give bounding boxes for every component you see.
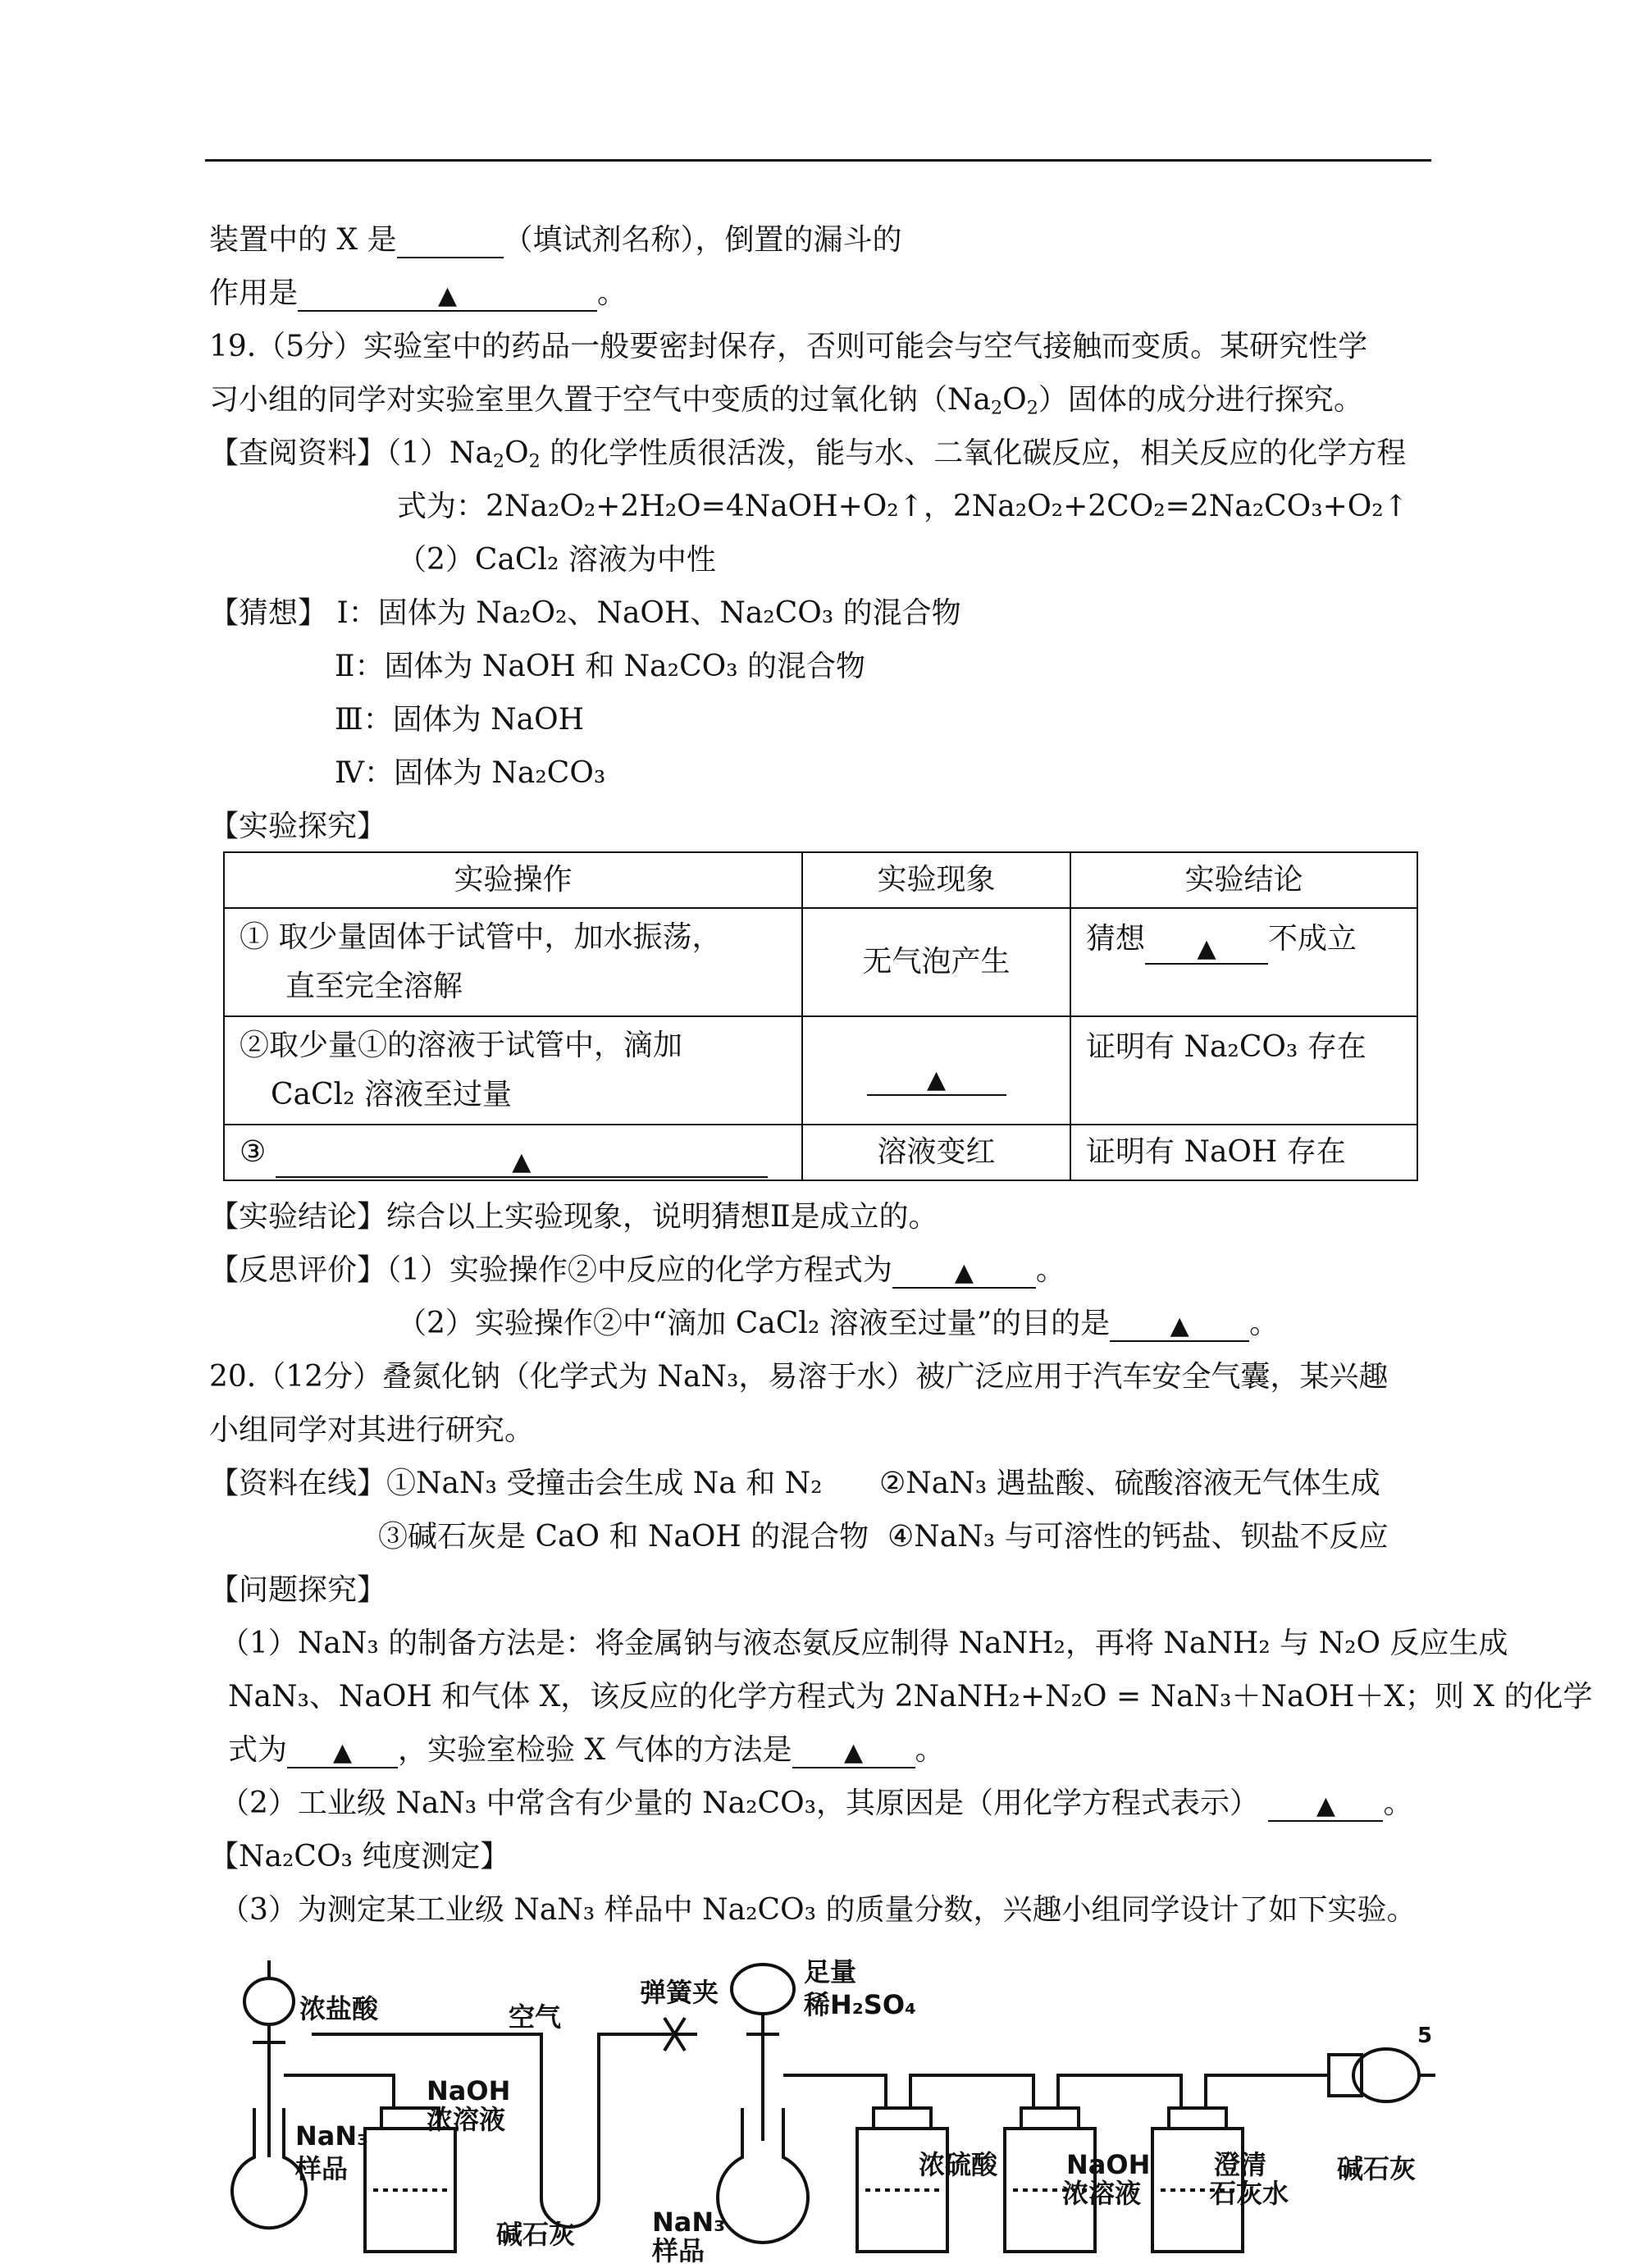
label-conc-h2so4: 浓硫酸 <box>919 2149 998 2180</box>
label-spring-clip: 弹簧夹 <box>640 1977 719 2008</box>
experiment-table <box>223 851 1418 1181</box>
text: （填试剂名称），倒置的漏斗的 <box>503 223 902 257</box>
p3-line: （3）为测定某工业级 NaN₃ 样品中 Na₂CO₃ 的质量分数，兴趣小组同学设计了如下实验。 <box>220 1893 1417 1927</box>
column-header: 实验现象 <box>802 852 1070 908</box>
text: ②取少量①的溶液于试管中，滴加 <box>240 1029 683 1062</box>
table-cell <box>224 908 802 1016</box>
section-label: 【问题探究】 <box>209 1573 387 1607</box>
conclusion-line: 【实验结论】综合以上实验现象，说明猜想Ⅱ是成立的。 <box>209 1200 938 1234</box>
apparatus-diagram <box>205 1952 1435 2268</box>
label-naoh: NaOH <box>1066 2149 1151 2180</box>
label-nan3: NaN₃ <box>652 2206 726 2238</box>
text: 作用是 <box>209 276 299 310</box>
text: 习小组的同学对实验室里久置于空气中变质的过氧化钠（Na <box>209 383 991 417</box>
reflect-line2 <box>397 1306 1279 1342</box>
ref-equation: 式为：2Na₂O₂+2H₂O=4NaOH+O₂↑，2Na₂O₂+2CO₂=2Na₂CO₃+O₂↑ <box>397 490 1408 523</box>
triangle-icon: ▲ <box>512 1148 532 1176</box>
triangle-icon: ▲ <box>1170 1312 1189 1340</box>
triangle-icon: ▲ <box>926 1066 947 1094</box>
answer-blank[interactable] <box>397 226 504 258</box>
label-soda-lime: 碱石灰 <box>1337 2153 1417 2184</box>
column-header: 实验操作 <box>224 852 802 908</box>
text: Ⅰ：固体为 Na₂O₂、NaOH、Na₂CO₃ 的混合物 <box>336 596 961 630</box>
answer-blank[interactable] <box>276 1145 768 1178</box>
section-label: 【查阅资料】 <box>209 436 387 470</box>
table-header-row <box>224 852 1417 908</box>
label-conc-solution: 浓溶液 <box>427 2104 506 2135</box>
triangle-icon: ▲ <box>844 1738 864 1767</box>
answer-blank[interactable] <box>792 1736 915 1768</box>
table-cell: 无气泡产生 <box>802 908 1070 1016</box>
label-sample: 样品 <box>652 2235 705 2266</box>
label-air: 空气 <box>509 2001 562 2033</box>
label-sample: 样品 <box>295 2153 349 2184</box>
text: 。 <box>1249 1307 1280 1340</box>
text: 直至完全溶解 <box>285 970 463 1003</box>
answer-blank[interactable] <box>287 1736 398 1768</box>
guess-line1 <box>209 596 961 632</box>
text: ③ <box>240 1135 267 1169</box>
text: CaCl₂ 溶液至过量 <box>271 1078 512 1111</box>
text: 。 <box>915 1733 945 1767</box>
text: 不成立 <box>1268 922 1357 956</box>
label-nan3: NaN₃ <box>295 2120 369 2152</box>
answer-blank[interactable] <box>867 1063 1006 1096</box>
label-soda-lime: 碱石灰 <box>496 2219 576 2250</box>
info-line2b: ④NaN₃ 与可溶性的钙盐、钡盐不反应 <box>887 1520 1389 1554</box>
table-row <box>224 1016 1417 1125</box>
text: ）固体的成分进行探究。 <box>1038 383 1363 417</box>
table-cell <box>802 1016 1070 1125</box>
text: （2）实验操作②中“滴加 CaCl₂ 溶液至过量”的目的是 <box>397 1307 1111 1340</box>
text: ，实验室检验 X 气体的方法是 <box>398 1733 792 1767</box>
triangle-icon: ▲ <box>1316 1791 1335 1820</box>
table-cell <box>224 1125 802 1180</box>
text: 。 <box>597 276 627 310</box>
ref-line2: （2）CaCl₂ 溶液为中性 <box>397 543 716 577</box>
triangle-icon: ▲ <box>437 281 458 310</box>
x-reagent-line <box>209 222 902 258</box>
label-naoh: NaOH <box>427 2075 511 2106</box>
p1-line1: （1）NaN₃ 的制备方法是：将金属钠与液态氨反应制得 NaNH₂，再将 NaNH₂ 与 N₂O 反应生成 <box>220 1627 1508 1660</box>
section-label: 【实验探究】 <box>209 810 387 843</box>
table-row <box>224 1125 1417 1180</box>
text: 装置中的 X 是 <box>209 223 397 257</box>
label-dilute-h2so4: 稀H₂SO₄ <box>804 1989 917 2020</box>
table-cell: 证明有 Na₂CO₃ 存在 <box>1070 1016 1417 1125</box>
table-cell: 溶液变红 <box>802 1125 1070 1180</box>
text: 【反思评价】（1）实验操作②中反应的化学方程式为 <box>209 1253 892 1287</box>
label-enough: 足量 <box>804 1956 857 1987</box>
funnel-line <box>209 276 627 312</box>
label-conc-hcl: 浓盐酸 <box>299 1993 379 2024</box>
q19-heading: 19.（5分）实验室中的药品一般要密封保存，否则可能会与空气接触而变质。某研究性学 <box>209 330 1368 363</box>
answer-blank[interactable] <box>1110 1309 1249 1342</box>
text: 。 <box>1035 1253 1065 1287</box>
text: ① 取少量固体于试管中，加水振荡， <box>240 920 722 954</box>
ref-line1: 【查阅资料】$(1)Na_2O_2$ 的化学性质很活泼，能与水、二氧化碳反应，相关反应的化学方程 <box>209 436 1407 472</box>
p2-line <box>220 1786 1412 1822</box>
answer-blank[interactable] <box>1268 1789 1383 1822</box>
label-limewater: 石灰水 <box>1210 2178 1289 2209</box>
table-cell <box>1070 908 1417 1016</box>
label-clear: 澄清 <box>1214 2149 1267 2180</box>
text: 的化学性质很活泼，能与水、二氧化碳反应，相关反应的化学方程 <box>540 436 1407 470</box>
q20-heading: 20.（12分）叠氮化钠（化学式为 NaN₃，易溶于水）被广泛应用于汽车安全气囊，某兴趣 <box>209 1360 1389 1394</box>
text: （2）工业级 NaN₃ 中常含有少量的 Na₂CO₃，其原因是（用化学方程式表示） <box>220 1787 1260 1820</box>
table-row <box>224 908 1417 1016</box>
answer-blank[interactable] <box>298 279 597 312</box>
text: 。 <box>1383 1787 1413 1820</box>
guess-line3: Ⅲ：固体为 NaOH <box>335 703 585 737</box>
header-rule <box>205 159 1431 162</box>
q20-line2: 小组同学对其进行研究。 <box>209 1413 535 1447</box>
section-label: 【猜想】 <box>209 596 328 630</box>
answer-blank[interactable] <box>892 1256 1036 1289</box>
page-number: 5 <box>1417 2024 1433 2048</box>
info-line1a: 【资料在线】①NaN₃ 受撞击会生成 Na 和 N₂ <box>209 1467 823 1500</box>
guess-line4: Ⅳ：固体为 Na₂CO₃ <box>335 756 606 790</box>
p1-line3 <box>228 1732 945 1768</box>
text: （1）Na <box>386 436 493 470</box>
text: 猜想 <box>1086 922 1146 956</box>
info-line2a: ③碱石灰是 CaO 和 NaOH 的混合物 <box>378 1520 869 1554</box>
q19-line2: 习小组的同学对实验室里久置于空气中变质的过氧化钠$(Na_2O_2)$固体的成分进行探究。 <box>209 383 1363 419</box>
reflect-line1 <box>209 1253 1065 1289</box>
table-cell: 证明有 NaOH 存在 <box>1070 1125 1417 1180</box>
triangle-icon: ▲ <box>332 1738 353 1767</box>
text: 式为 <box>228 1733 288 1767</box>
p1-line2: NaN₃、NaOH 和气体 X，该反应的化学方程式为 2NaNH₂+N₂O = NaN₃＋NaOH＋X；则 X 的化学 <box>228 1680 1593 1714</box>
info-line1b: ②NaN₃ 遇盐酸、硫酸溶液无气体生成 <box>879 1467 1380 1500</box>
section-label: 【Na₂CO₃ 纯度测定】 <box>209 1840 510 1873</box>
triangle-icon: ▲ <box>954 1258 974 1287</box>
guess-line2: Ⅱ：固体为 NaOH 和 Na₂CO₃ 的混合物 <box>335 650 865 683</box>
answer-blank[interactable] <box>1145 932 1268 965</box>
triangle-icon: ▲ <box>1197 934 1216 963</box>
label-conc-solution: 浓溶液 <box>1062 2178 1142 2209</box>
column-header: 实验结论 <box>1070 852 1417 908</box>
table-cell <box>224 1016 802 1125</box>
